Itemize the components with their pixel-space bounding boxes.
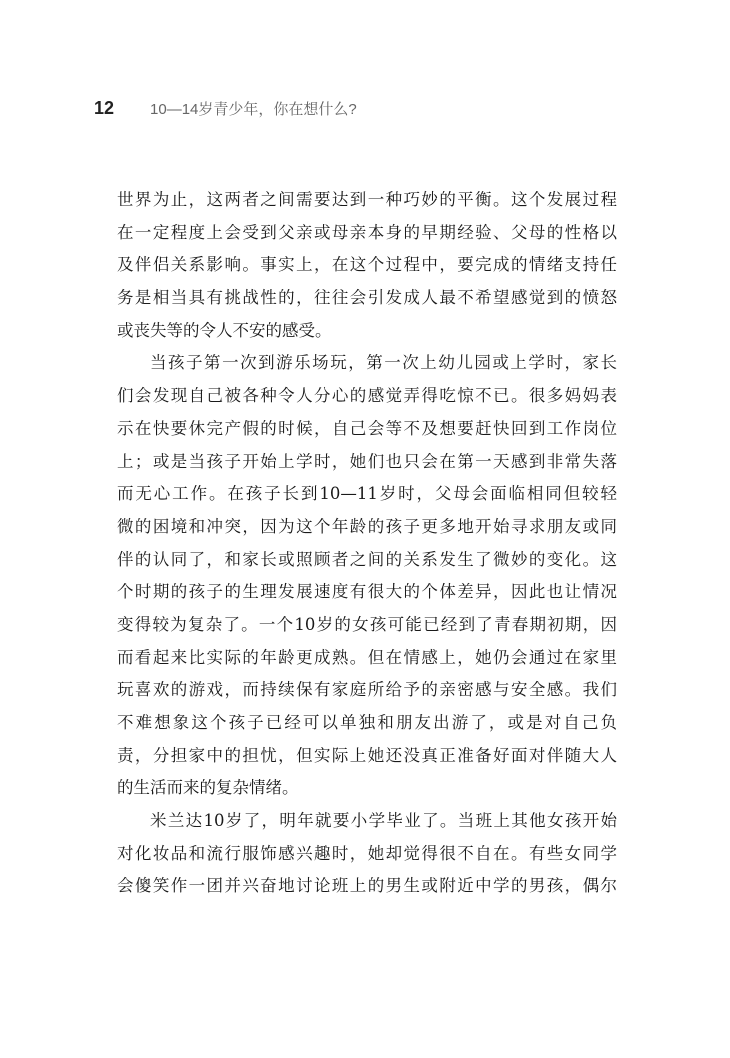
text-line: 玩喜欢的游戏，而持续保有家庭所给予的亲密感与安全感。我们 [117, 680, 617, 700]
text-line: 上；或是当孩子开始上学时，她们也只会在第一天感到非常失落 [117, 451, 617, 471]
text-line: 变得较为复杂了。一个10岁的女孩可能已经到了青春期初期，因 [117, 614, 617, 634]
text-line: 的生活而来的复杂情绪。 [117, 778, 299, 798]
body-text [117, 184, 617, 903]
text-line: 在一定程度上会受到父亲或母亲本身的早期经验、父母的性格以 [117, 222, 617, 242]
text-line: 微的困境和冲突，因为这个年龄的孩子更多地开始寻求朋友或同 [117, 516, 617, 536]
text-line: 们会发现自己被各种令人分心的感觉弄得吃惊不已。很多妈妈表 [117, 386, 617, 406]
text-line: 责，分担家中的担忧，但实际上她还没真正准备好面对伴随大人 [117, 745, 617, 765]
text-line: 而看起来比实际的年龄更成熟。但在情感上，她仍会通过在家里 [117, 647, 617, 667]
text-line: 及伴侣关系影响。事实上，在这个过程中，要完成的情绪支持任 [117, 255, 617, 275]
paragraph-2 [117, 347, 617, 805]
text-line: 世界为止，这两者之间需要达到一种巧妙的平衡。这个发展过程 [117, 190, 617, 209]
running-title: 10—14岁青少年，你在想什么? [150, 101, 357, 118]
text-line: 对化妆品和流行服饰感兴趣时，她却觉得很不自在。有些女同学 [117, 843, 617, 863]
text-line: 务是相当具有挑战性的，往往会引发成人最不希望感觉到的愤怒 [117, 288, 617, 308]
page-header [94, 98, 357, 122]
text-line: 米兰达10岁了，明年就要小学毕业了。当班上其他女孩开始 [150, 811, 617, 831]
text-line: 或丧失等的令人不安的感受。 [117, 320, 332, 340]
text-line: 不难想象这个孩子已经可以单独和朋友出游了，或是对自己负 [117, 713, 617, 732]
text-line: 个时期的孩子的生理发展速度有很大的个体差异，因此也让情况 [117, 582, 617, 602]
text-line: 而无心工作。在孩子长到10—11岁时，父母会面临相同但较轻 [117, 484, 617, 504]
text-line: 当孩子第一次到游乐场玩，第一次上幼儿园或上学时，家长 [150, 353, 617, 373]
text-line: 伴的认同了，和家长或照顾者之间的关系发生了微妙的变化。这 [117, 549, 617, 569]
page-number: 12 [94, 98, 115, 118]
text-line: 示在快要休完产假的时候，自己会等不及想要赶快回到工作岗位 [117, 418, 617, 438]
text-line: 会傻笑作一团并兴奋地讨论班上的男生或附近中学的男孩，偶尔 [117, 876, 617, 896]
paragraph-1 [117, 184, 617, 347]
paragraph-3 [117, 805, 617, 903]
